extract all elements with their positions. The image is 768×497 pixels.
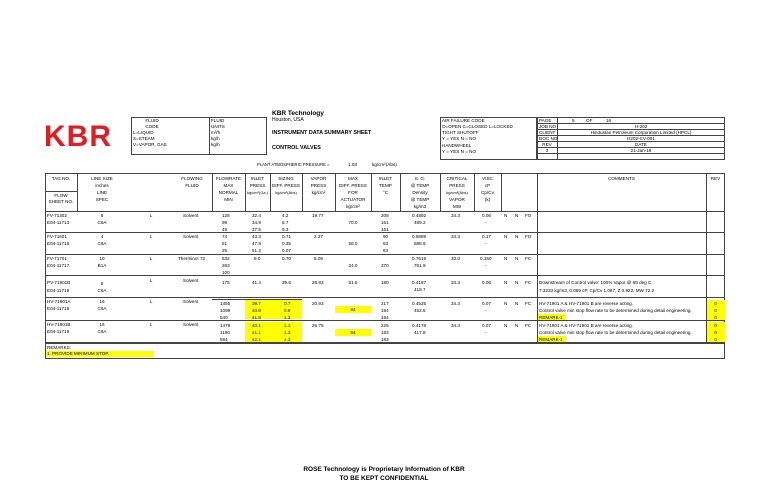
legend-fluid: FLUID <box>145 118 159 123</box>
row-failure: FC <box>525 280 532 285</box>
row-sg: 0.4525 <box>412 301 427 306</box>
hdr-fluid: FLUID <box>185 183 199 188</box>
row-press-max: 32.4 <box>252 213 261 218</box>
legend-unit-vapor: kg/h <box>211 142 220 147</box>
row-spec: C6A <box>97 220 107 225</box>
row-size: 6 <box>100 281 104 286</box>
legend-vapor: V=VAPOR, GAS <box>133 142 167 147</box>
row-fluid: Solvent <box>183 299 199 304</box>
row-failure: FO <box>525 234 532 239</box>
row-rate-max: 1455 <box>220 301 231 306</box>
legend-units-1: FLUID <box>211 118 225 123</box>
row-press-max: 40.1 <box>252 323 261 328</box>
page-number: 5 <box>572 118 575 123</box>
row-tag: FV-71601 <box>47 234 67 239</box>
row-press-min: 42.1 <box>252 337 261 342</box>
row-critical-sub: - <box>485 330 487 335</box>
hdr-density: Density <box>412 190 428 195</box>
row-shutoff: N <box>504 280 508 285</box>
row-tag: FV-71701 <box>47 256 67 261</box>
row-temp-norm: 63 <box>383 241 389 246</box>
row-density: 761.9 <box>414 263 426 268</box>
row-tag: FV-71302 <box>47 213 67 218</box>
hdr-rev: REV <box>710 176 721 181</box>
confidential-notice-2: TO BE KEPT CONFIDENTIAL <box>339 475 429 482</box>
row-density: 489.2 <box>414 220 426 225</box>
row-vapor: 2.37 <box>314 234 323 239</box>
row-vapor: 26.83 <box>312 280 324 285</box>
legend-code: CODE <box>145 124 159 129</box>
row-dp-max: 39.6 <box>282 280 291 285</box>
hdr-press-unit: kg/cm²(Ga.) <box>246 190 269 195</box>
row-comment-rev: 0 <box>714 337 717 342</box>
row-shutoff: N <box>504 213 508 218</box>
row-failure: FC <box>525 256 532 261</box>
row-comment: HV-71901 A & HV-71901 B are reverse acting. <box>539 323 633 328</box>
row-handwheel: N <box>515 301 519 306</box>
hdr-flowrate: FLOWRATE <box>215 176 242 181</box>
row-failure: FO <box>525 213 532 218</box>
hdr-critical: CRITICAL <box>446 176 468 181</box>
row-press-min: 37.5 <box>252 227 261 232</box>
hdr-flowing: FLOWING <box>181 176 203 181</box>
row-sg: 0.4187 <box>412 280 427 285</box>
row-density: 588.9 <box>414 241 426 246</box>
row-visc: 0.17 <box>482 234 491 239</box>
hdr-sg: S. G. <box>414 176 426 181</box>
row-vapor: 26.75 <box>312 323 324 328</box>
row-handwheel: N <box>515 323 519 328</box>
air-failure-l6: Y = YES N = NO <box>442 149 477 154</box>
hdr-critical-press: PRESS <box>449 183 465 188</box>
row-tag: HV-71901B <box>47 322 71 327</box>
row-failure: FC <box>525 323 532 328</box>
legend-units-2: UNITS <box>211 124 225 129</box>
remark-1: 1. PROVIDE MINIMUM STOP. <box>47 351 110 356</box>
row-dp-min: 9.3 <box>282 227 289 232</box>
job-label: JOB NO <box>539 124 557 129</box>
hdr-critical-unit: kg/cm²(Abs) <box>446 190 468 195</box>
row-rate-norm: 263 <box>222 263 230 268</box>
row-sheet: E04-11719 <box>47 329 70 334</box>
hdr-visc: VISC <box>482 176 493 181</box>
row-visc: 0.07 <box>482 301 491 306</box>
row-visc: 0.07 <box>482 323 491 328</box>
hdr-inlet: INLET <box>250 176 265 181</box>
row-comment-rev: 0 <box>714 308 717 313</box>
row-rate-min: 25 <box>222 248 228 253</box>
row-code: L <box>149 322 153 327</box>
row-spec: B1A <box>97 263 107 268</box>
row-fluid: Solvent <box>183 322 199 327</box>
row-temp-max: 370 <box>381 263 389 268</box>
row-temp-max: 90 <box>383 234 389 239</box>
hdr-sheet-no: SHEET NO. <box>48 199 74 204</box>
air-failure-l2: O=OPEN C=CLOSED L=LOCKED <box>442 124 513 129</box>
row-spec: C6A <box>97 241 107 246</box>
atm-pressure-value: 1.03 <box>348 162 357 167</box>
row-spec: C6A <box>97 306 107 311</box>
row-fluid: Solvent <box>183 213 199 218</box>
row-rate-max: 532 <box>222 256 230 261</box>
row-fluid: Solvent <box>183 234 199 239</box>
row-handwheel: N <box>515 213 519 218</box>
remarks-label: REMARKS: <box>47 345 71 350</box>
row-spec: C6A <box>97 329 107 334</box>
row-shutoff: N <box>504 234 508 239</box>
row-dp-max: 0.71 <box>282 234 291 239</box>
row-maxdp: 51.5 <box>348 280 358 285</box>
row-size: 6 <box>100 213 104 218</box>
job-number: H-202 <box>634 124 648 129</box>
row-critical: 34.3 <box>451 213 460 218</box>
row-comment-remark: REMARK-1 <box>539 337 563 342</box>
row-temp-max: 225 <box>381 323 389 328</box>
row-fluid: Solvent <box>183 278 199 283</box>
hdr-temp-unit: °C <box>382 190 389 195</box>
row-comment: HV-71901 A & HV-71901 B are reverse acting. <box>539 301 633 306</box>
hdr-for: FOR <box>348 190 358 195</box>
row-comment-rev: 0 <box>714 301 717 306</box>
row-comment-2: Control valve min stop flow rate to be determined during detail engineering. <box>539 308 692 313</box>
hdr-inlet-temp: INLET <box>378 176 393 181</box>
row-rate-min: 49 <box>222 227 228 232</box>
row-temp-norm: 194 <box>381 308 389 313</box>
air-failure-l3: TIGHT SHUTOFF <box>442 130 479 135</box>
client-name: Hindustan Petroleum Corporation Limited (HPCL) <box>590 130 692 135</box>
row-rate-norm: 1190 <box>220 330 230 335</box>
row-comment-rev: 0 <box>714 330 717 335</box>
row-press-max: 39.7 <box>252 301 261 306</box>
row-temp-min: 63 <box>383 248 389 253</box>
hdr-line-size: LINE SIZE <box>91 176 113 181</box>
row-spec: C6A <box>97 288 107 293</box>
row-rate-norm: 99 <box>222 220 228 225</box>
row-code: L <box>149 299 153 304</box>
kbr-logo: KBR <box>44 120 112 153</box>
row-rate-norm: 1099 <box>220 308 231 313</box>
hdr-k: (k) <box>484 197 491 202</box>
sheet-title: INSTRUMENT DATA SUMMARY SHEET <box>272 130 372 136</box>
client-label: CLIENT <box>539 130 556 135</box>
row-temp-norm: 183 <box>381 330 389 335</box>
row-critical: 34.3 <box>451 234 460 239</box>
row-press-max: 43.3 <box>252 234 261 239</box>
row-vapor: 20.93 <box>312 301 324 306</box>
rev-label: REV <box>542 142 552 147</box>
hdr-line: LINE <box>96 190 108 195</box>
row-comment: Downstream of Control valve: 100% Vapor @ 69 deg C. <box>539 280 653 285</box>
air-failure-l1: AIR FAILURE CODE <box>442 118 485 123</box>
row-size: 4 <box>100 234 104 239</box>
hdr-density-unit: kg/m3 <box>413 204 427 209</box>
row-failure: FC <box>525 301 532 306</box>
atm-pressure-unit: kg/cm²(Abs) <box>372 162 397 167</box>
row-rate-min: 100 <box>222 270 230 275</box>
row-vapor: 19.77 <box>312 213 324 218</box>
row-critical: 34.3 <box>451 280 460 285</box>
page-label: PAGE <box>539 118 552 123</box>
row-critical-sub: - <box>485 263 487 268</box>
row-comment-rev: 0 <box>714 323 717 328</box>
hdr-cp: cP <box>484 183 491 188</box>
hdr-diff-press: DIFF. PRESS <box>272 183 300 188</box>
row-code: L <box>149 256 153 261</box>
row-press-max: 41.4 <box>252 280 261 285</box>
row-dp-min: 0.07 <box>282 248 291 253</box>
row-critical: 33.0 <box>451 256 460 261</box>
row-temp-min: 183 <box>381 337 389 342</box>
row-density: 417.8 <box>414 330 426 335</box>
row-press-norm: 34.9 <box>252 220 261 225</box>
hdr-actuator: ACTUATOR <box>340 197 366 202</box>
row-dp-min: 1.3 <box>284 337 291 342</box>
row-dp-norm: 0.9 <box>284 308 291 313</box>
date-label: DATE <box>635 142 647 147</box>
row-rate-max: 1479 <box>220 323 231 328</box>
hdr-min: MIN <box>224 197 233 202</box>
hdr-sg-temp: @ TEMP <box>410 183 430 188</box>
hdr-mw: MW <box>452 204 462 209</box>
row-dp-max: 4.2 <box>282 213 289 218</box>
doc-label: DOC NO <box>539 136 558 141</box>
row-code: L <box>149 278 153 283</box>
legend-unit-steam: kg/h <box>211 136 220 141</box>
date-value: 21-Jan-19 <box>630 148 652 153</box>
row-sheet: E04-11713 <box>47 220 70 225</box>
row-shutoff: N <box>504 323 508 328</box>
hdr-cpcv: Cp/Cv <box>481 190 494 195</box>
row-press-min: 41.6 <box>252 315 261 320</box>
row-visc: 0.150 <box>480 256 492 261</box>
row-critical-sub: - <box>485 220 487 225</box>
page-total: 16 <box>606 118 612 123</box>
row-rate-norm: 51 <box>222 241 228 246</box>
row-maxdp: 54 <box>350 330 356 335</box>
row-density: 452.5 <box>414 308 426 313</box>
hdr-max-diff: MAX <box>348 176 358 181</box>
company-name: KBR Technology <box>272 110 324 117</box>
hdr-vapor-mw: VAPOR <box>449 197 465 202</box>
row-comment-2: 7.3233 kg/m3, 0.069 cP, Cp/Cv 1.087, Z 0.922, MW 72.2 <box>539 288 655 293</box>
row-shutoff: N <box>504 301 508 306</box>
of-label: OF <box>586 118 593 123</box>
row-code: L <box>149 234 153 239</box>
row-sg: 0.4178 <box>412 323 427 328</box>
row-dp-min: 1.3 <box>284 315 291 320</box>
hdr-vapor-unit: kg/cm² <box>311 190 326 195</box>
row-code: L <box>149 213 153 218</box>
hdr-flow: FLOW <box>54 193 68 198</box>
row-comment-rev: 0 <box>714 315 717 320</box>
doc-number: H202-CV-001 <box>627 136 655 141</box>
row-sg: 0.4892 <box>412 213 427 218</box>
row-tag: PV-71901B <box>47 280 71 285</box>
row-press-norm: 41.1 <box>252 330 261 335</box>
row-dp-norm: 1.3 <box>284 330 291 335</box>
row-dp-norm: 6.7 <box>282 220 289 225</box>
hdr-normal: NORMAL <box>218 190 239 195</box>
row-dp-max: 0.70 <box>282 256 291 261</box>
row-visc: 0.06 <box>482 280 491 285</box>
row-rate-max: 128 <box>222 213 230 218</box>
row-vapor: 5.09 <box>314 256 323 261</box>
row-rate-max: 74 <box>222 234 228 239</box>
row-temp-norm: 161 <box>381 220 389 225</box>
row-size: 16 <box>99 299 105 304</box>
row-tag: HV-71901A <box>47 299 71 304</box>
row-press-max: 8.0 <box>254 256 261 261</box>
hdr-vapor-press: PRESS <box>310 183 327 188</box>
company-city: Houston, USA <box>272 117 304 123</box>
hdr-vapor: VAPOR <box>310 176 327 181</box>
row-density: 418.7 <box>414 287 426 292</box>
hdr-max: MAX <box>223 183 234 188</box>
row-maxdp: 58.0 <box>348 241 358 246</box>
row-temp-max: 217 <box>381 301 389 306</box>
air-failure-l4: Y = YES N = NO <box>442 136 477 141</box>
row-rate-max: 175 <box>222 280 230 285</box>
row-sg: 0.7619 <box>412 256 427 261</box>
row-size: 16 <box>99 322 105 327</box>
legend-unit-liquid: m³/h <box>211 130 221 135</box>
hdr-sizing-unit: kg/cm²(Abs) <box>275 190 297 195</box>
row-handwheel: N <box>515 256 519 261</box>
rev-number: 3 <box>545 148 549 153</box>
row-shutoff: N <box>504 256 508 261</box>
hdr-sizing: SIZING <box>278 176 294 181</box>
row-temp-max: 180 <box>381 280 389 285</box>
row-dp-max: 0.7 <box>284 301 291 306</box>
row-sheet: E04-11719 <box>47 306 70 311</box>
hdr-density-temp: @ TEMP <box>410 197 430 202</box>
row-comment-remark: REMARK-1 <box>539 315 563 320</box>
hdr-press: PRESS <box>249 183 266 188</box>
row-sg: 0.5889 <box>412 234 427 239</box>
row-comment-2: Control valve min stop flow rate to be determined during detail engineering. <box>539 330 692 335</box>
row-maxdp: 24.0 <box>348 263 358 268</box>
row-temp-max: 208 <box>381 213 389 218</box>
legend-liquid: L=LIQUID <box>133 130 154 135</box>
legend-steam: S=STEAM <box>133 136 155 141</box>
row-dp-max: 1.1 <box>284 323 291 328</box>
hdr-spec: SPEC <box>95 197 109 202</box>
row-press-norm: 40.6 <box>252 308 261 313</box>
row-temp-min: 194 <box>381 315 389 320</box>
row-sheet: E04-11719 <box>47 288 70 293</box>
row-size: 10 <box>99 256 105 261</box>
hdr-tag: TAG NO. <box>51 176 71 181</box>
row-sheet: E04-11717 <box>47 263 70 268</box>
row-sheet: E04-11716 <box>47 241 70 246</box>
sheet-subtitle: CONTROL VALVES <box>272 145 321 151</box>
row-rate-min: 584 <box>220 337 228 342</box>
row-rate-min: 540 <box>220 315 228 320</box>
atm-pressure-label: PLANT ATMOSPHERIC PRESSURE = <box>257 162 330 167</box>
row-handwheel: N <box>515 280 519 285</box>
row-fluid: Thermino! 72 <box>178 256 206 261</box>
hdr-inches: inches <box>95 183 109 188</box>
row-handwheel: N <box>515 234 519 239</box>
row-critical: 34.3 <box>451 323 460 328</box>
row-dp-norm: 0.35 <box>282 241 291 246</box>
row-maxdp: 70.0 <box>348 220 358 225</box>
hdr-actuator-unit: kg/cm² <box>346 204 360 209</box>
row-press-min: 51.2 <box>252 248 261 253</box>
row-critical-sub: - <box>485 308 487 313</box>
row-press-norm: 47.9 <box>252 241 261 246</box>
row-critical-sub: - <box>485 241 487 246</box>
confidential-notice: ROSE Technology is Proprietary Information of KBR <box>303 466 465 473</box>
row-visc: 0.06 <box>482 213 491 218</box>
hdr-max-diff-press: DIFF. PRESS <box>339 183 367 188</box>
hdr-comments: COMMENTS <box>608 176 635 181</box>
row-temp-min: 161 <box>381 227 389 232</box>
air-failure-l5: HANDWHEEL <box>442 143 472 148</box>
row-maxdp: 54 <box>350 307 356 312</box>
row-critical: 34.3 <box>451 301 460 306</box>
hdr-temp: TEMP <box>379 183 392 188</box>
